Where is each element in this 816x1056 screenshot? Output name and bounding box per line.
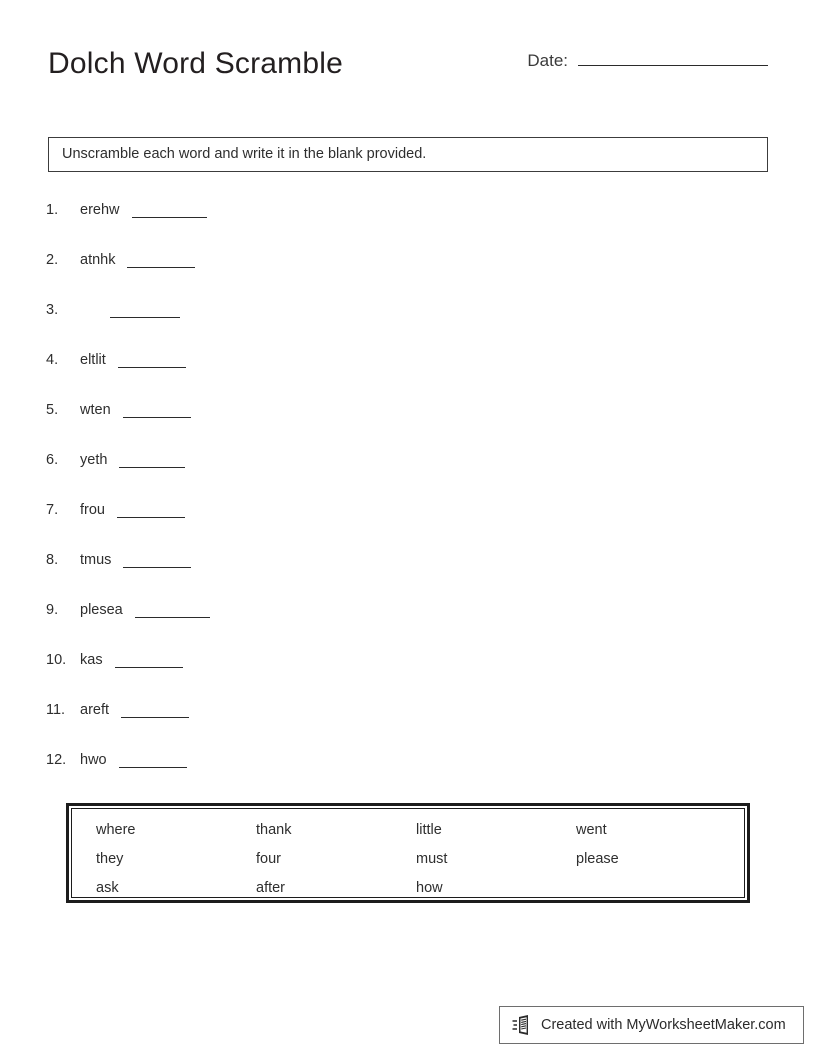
question-row [46, 698, 526, 748]
answer-blank-line[interactable] [119, 466, 185, 468]
question-number: 5. [46, 402, 59, 418]
answer-blank-line[interactable] [135, 616, 210, 618]
question-row [46, 348, 526, 398]
question-row [46, 598, 526, 648]
answer-blank-line[interactable] [110, 316, 180, 318]
word-bank-word: please [576, 851, 619, 867]
word-bank-word: thank [256, 822, 292, 838]
question-number: 4. [46, 352, 59, 368]
question-number: 11. [46, 702, 66, 718]
word-bank-word: little [416, 822, 442, 838]
scrambled-word: frou [80, 502, 105, 518]
word-bank-word [576, 879, 736, 908]
word-bank-inner [71, 808, 745, 898]
question-row [46, 748, 526, 798]
question-row [46, 198, 526, 248]
question-number: 9. [46, 602, 59, 618]
word-bank-word: ask [96, 880, 119, 896]
answer-blank-line[interactable] [121, 716, 189, 718]
question-row [46, 498, 526, 548]
question-number: 3. [46, 302, 59, 318]
scrambled-word: kas [80, 652, 103, 668]
question-row [46, 398, 526, 448]
answer-blank-line[interactable] [127, 266, 195, 268]
word-bank-row [96, 850, 744, 879]
question-number: 1. [46, 202, 59, 218]
date-field-group [527, 50, 768, 71]
answer-blank-line[interactable] [123, 416, 191, 418]
answer-blank-line[interactable] [132, 216, 207, 218]
date-input-line[interactable] [578, 50, 768, 66]
word-bank-word: after [256, 880, 286, 896]
instruction-text: Unscramble each word and write it in the blank provided. [62, 146, 427, 163]
scrambled-word: erehw [80, 202, 120, 218]
question-row [46, 548, 526, 598]
answer-blank-line[interactable] [123, 566, 191, 568]
scrambled-word: plesea [80, 602, 123, 618]
scrambled-word: wten [80, 402, 111, 418]
word-bank-word: where [96, 822, 136, 838]
word-bank-word: how [416, 880, 443, 896]
word-bank-word: went [576, 822, 607, 838]
word-bank-word: must [416, 851, 448, 867]
date-label: Date: [527, 51, 568, 70]
answer-blank-line[interactable] [115, 666, 183, 668]
word-bank-word: they [96, 851, 124, 867]
word-bank [66, 803, 750, 903]
word-bank-row [96, 821, 744, 850]
word-bank-word: four [256, 851, 281, 867]
answer-blank-line[interactable] [117, 516, 185, 518]
question-number: 10. [46, 652, 67, 668]
footer-badge[interactable] [499, 1006, 804, 1044]
question-row [46, 298, 526, 348]
page-title: Dolch Word Scramble [48, 47, 344, 80]
question-number: 7. [46, 502, 59, 518]
word-bank-row [96, 879, 744, 908]
question-row [46, 448, 526, 498]
question-list [46, 198, 526, 798]
question-number: 2. [46, 252, 59, 268]
question-row [46, 648, 526, 698]
question-row [46, 248, 526, 298]
scrambled-word: hwo [80, 752, 107, 768]
answer-blank-line[interactable] [119, 766, 187, 768]
instruction-box [48, 137, 768, 172]
scrambled-word: areft [80, 702, 110, 718]
scrambled-word: eltlit [80, 352, 106, 368]
scrambled-word: yeth [80, 452, 108, 468]
scrambled-word: atnhk [80, 252, 116, 268]
worksheet-maker-logo-icon [512, 1014, 532, 1036]
question-number: 8. [46, 552, 59, 568]
answer-blank-line[interactable] [118, 366, 186, 368]
scrambled-word: tmus [80, 552, 112, 568]
footer-badge-text: Created with MyWorksheetMaker.com [541, 1016, 786, 1033]
question-number: 12. [46, 752, 67, 768]
worksheet-header [48, 44, 768, 96]
question-number: 6. [46, 452, 59, 468]
